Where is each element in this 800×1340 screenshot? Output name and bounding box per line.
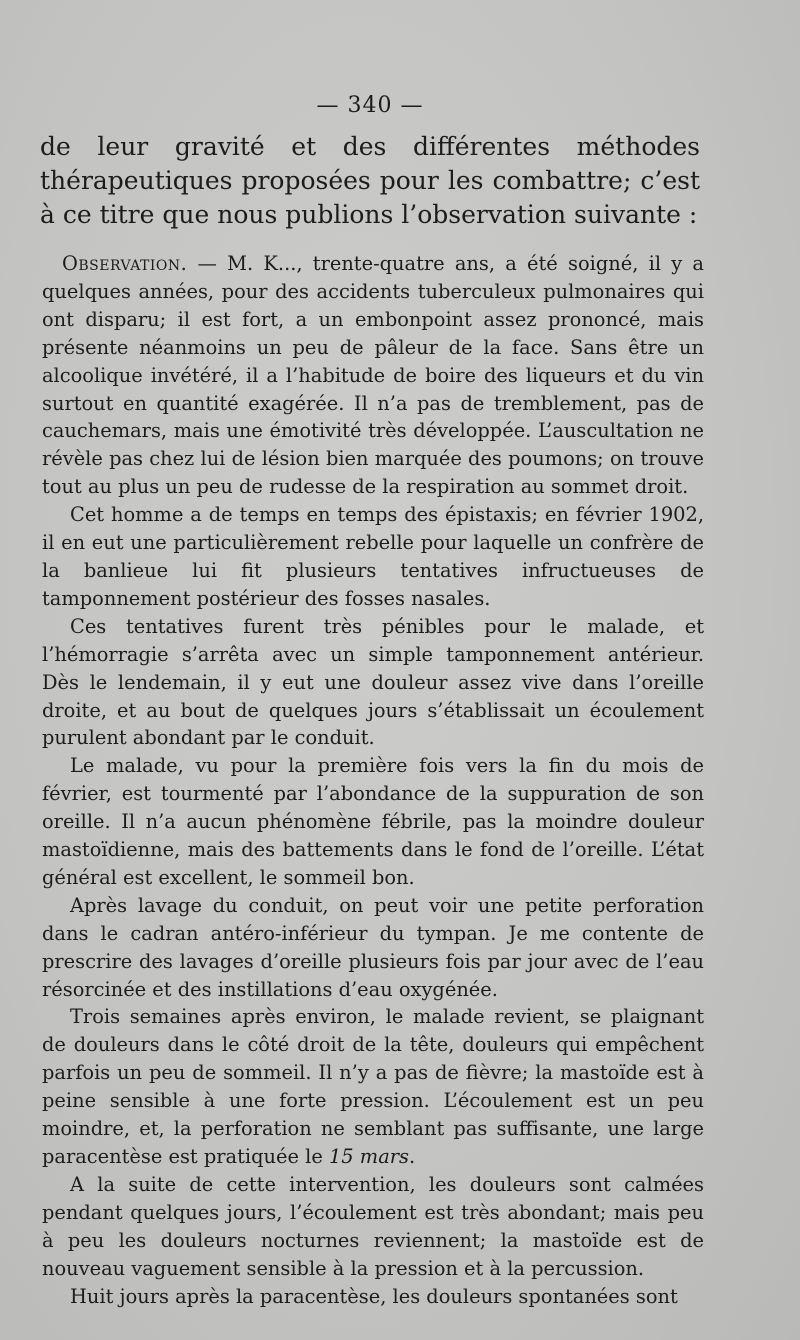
observation-label: Observation. — [62, 252, 188, 275]
paragraph-huit-jours: Huit jours après la paracentèse, les douleurs spontanées sont — [70, 1284, 678, 1308]
mars-text-after: . — [408, 1145, 416, 1168]
paragraph-lavage: Après lavage du conduit, on peut voir une petite perforation dans le cadran antéro-inférieur du tympan. Je me contente de prescrire des lavages d’oreille plusieurs fois par jour avec de l’eau résorcinée et des instillations d’eau oxygénée. — [42, 893, 704, 1001]
paragraph-intervention: A la suite de cette intervention, les douleurs sont calmées pendant quelques jours, l’écoulement est très abondant; mais peu à peu les douleurs nocturnes reviennent; la mastoïde est de nouveau vaguement sensible à la pression et à la percussion. — [42, 1172, 704, 1280]
page-number: — 340 — — [316, 93, 424, 118]
observation-paragraph — [42, 250, 704, 501]
paragraph-fevrier: Le malade, vu pour la première fois vers la fin du mois de février, est tourmenté par l’abondance de la suppuration de son oreille. Il n’a aucun phénomène fébrile, pas la moindre douleur mastoïdienne, mais des battements dans le fond de l’oreille. L’état général est excellent, le sommeil bon. — [42, 754, 704, 889]
paragraph-tamponnement: Ces tentatives furent très pénibles pour le malade, et l’hémorragie s’arrêta avec un simple tamponnement antérieur. Dès le lendemain, il y eut une douleur assez vive dans l’oreille droite, et au bout de quelques jours s’établissait un écoulement purulent abondant par le conduit. — [42, 614, 704, 750]
intro-paragraph: de leur gravité et des différentes méthodes thérapeutiques proposées pour les combattre; c’est à ce titre que nous publions l’observation suivante : — [40, 132, 700, 229]
paragraph-trois-semaines — [42, 1003, 704, 1170]
observation-body — [42, 250, 704, 1310]
mars-text-before: Trois semaines après environ, le malade revient, se plaignant de douleurs dans le côté droit de la tête, douleurs qui empêchent parfois un peu de sommeil. Il n’y a pas de fièvre; la mastoïde est à peine sensible à une forte pression. L’écoulement est un peu moindre, et, la perforation ne semblant pas suffisante, une large paracentèse est pratiquée le — [42, 1005, 704, 1168]
paragraph-epistaxis: Cet homme a de temps en temps des épistaxis; en février 1902, il en eut une particulièrement rebelle pour laquelle un confrère de la banlieue lui fit plusieurs tentatives infructueuses de tamponnement postérieur des fosses nasales. — [42, 503, 704, 610]
mars-date: 15 mars — [328, 1145, 409, 1168]
observation-text: — M. K..., trente-quatre ans, a été soigné, il y a quelques années, pour des accidents tuberculeux pulmonaires qui ont disparu; il est fort, a un embonpoint assez prononcé, mais présente néanmoins un peu de pâleur de la face. Sans être un alcoolique invétéré, il a l’habitude de boire des liqueurs et du vin surtout en quantité exagérée. Il n’a pas de tremblement, pas de cauchemars, mais une émotivité très développée. L’auscultation ne révèle pas chez lui de lésion bien marquée des poumons; on trouve tout au plus un peu de rudesse de la respiration au sommet droit. — [42, 252, 704, 499]
